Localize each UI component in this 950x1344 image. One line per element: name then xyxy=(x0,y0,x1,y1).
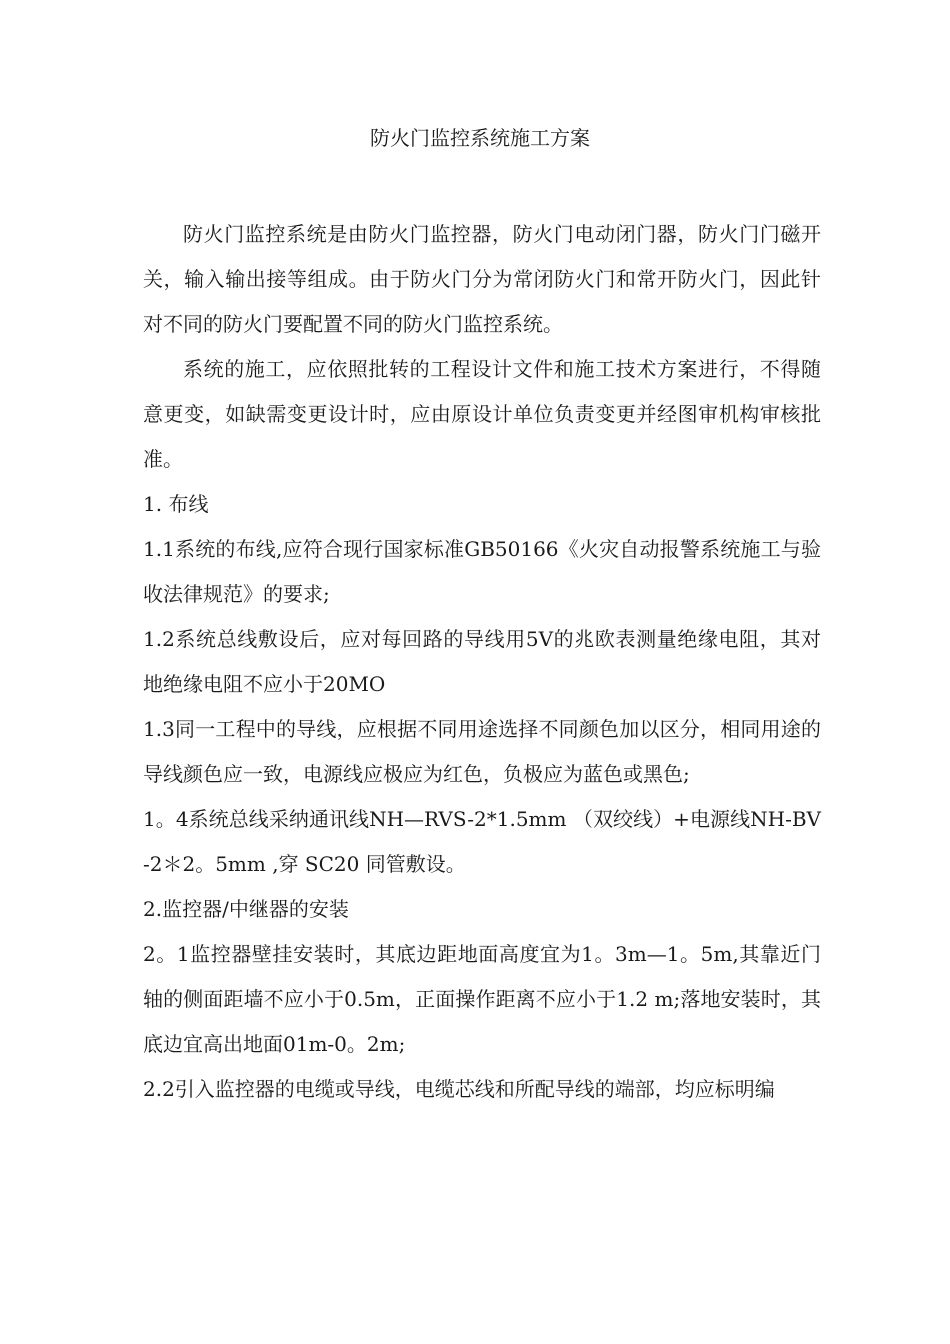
paragraph-1-4: 1。4系统总线采纳通讯线NH—RVS-2*1.5mm （双绞线）+电源线NH-BV-2＊2。5mm ,穿 SC20 同管敷设。 xyxy=(143,807,821,876)
paragraph-2-2: 2.2引入监控器的电缆或导线，电缆芯线和所配导线的端部，均应标明编 xyxy=(143,1077,775,1101)
section-heading-monitor-install: 2.监控器/中继器的安装 xyxy=(143,897,349,921)
section-heading-wiring: 1. 布线 xyxy=(143,492,209,516)
paragraph-1-3: 1.3同一工程中的导线，应根据不同用途选择不同颜色加以区分，相同用途的导线颜色应一致，电源线应极应为红色，负极应为蓝色或黑色; xyxy=(143,717,821,786)
document-body xyxy=(143,212,821,1112)
paragraph-construction: 系统的施工，应依照批转的工程设计文件和施工技术方案进行，不得随意更变，如缺需变更设计时，应由原设计单位负责变更并经图审机构审核批准。 xyxy=(143,357,821,471)
paragraph-1-2: 1.2系统总线敷设后，应对每回路的导线用5V的兆欧表测量绝缘电阻，其对地绝缘电阻不应小于20MO xyxy=(143,627,821,696)
document-title: 防火门监控系统施工方案 xyxy=(370,126,590,150)
paragraph-1-1: 1.1系统的布线,应符合现行国家标准GB50166《火灾自动报警系统施工与验收法律规范》的要求; xyxy=(143,537,821,606)
paragraph-intro: 防火门监控系统是由防火门监控器，防火门电动闭门器，防火门门磁开关，输入输出接等组成。由于防火门分为常闭防火门和常开防火门，因此针对不同的防火门要配置不同的防火门监控系统。 xyxy=(143,222,821,336)
paragraph-2-1: 2。1监控器壁挂安装时，其底边距地面高度宜为1。3m—1。5m,其靠近门轴的侧面距墙不应小于0.5m，正面操作距离不应小于1.2 m;落地安装时，其底边宜高出地面01m-0。2m; xyxy=(143,942,821,1056)
